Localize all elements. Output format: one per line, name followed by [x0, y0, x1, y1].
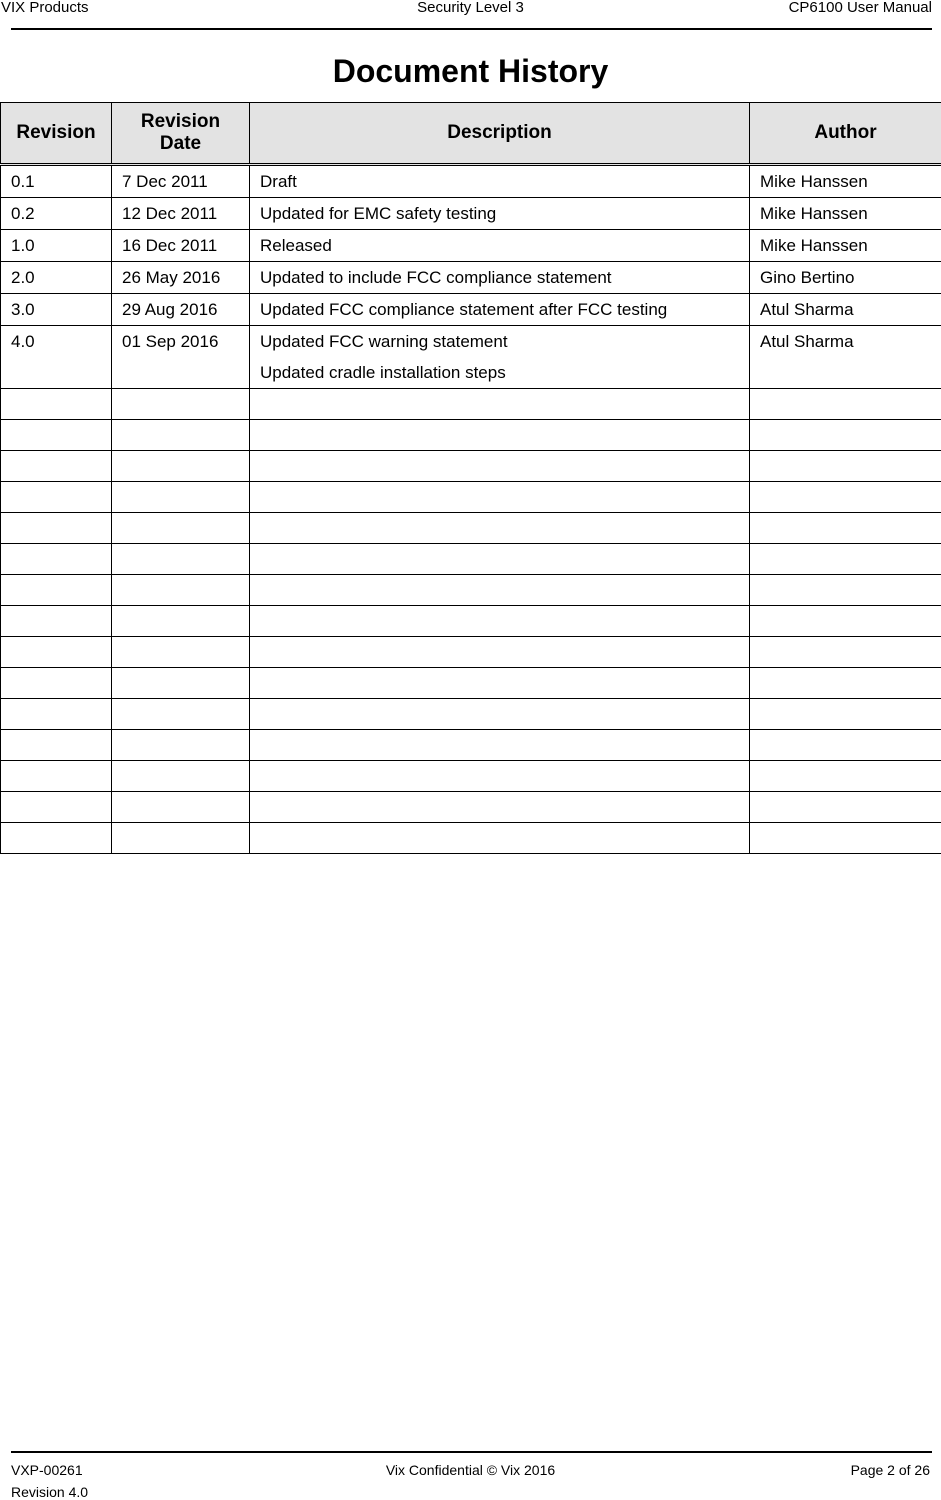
revision-cell: 0.2 — [1, 198, 112, 230]
empty-cell — [1, 420, 112, 451]
page-title: Document History — [0, 52, 941, 90]
empty-cell — [250, 699, 750, 730]
revision-cell: 3.0 — [1, 294, 112, 326]
header-right: CP6100 User Manual — [789, 0, 932, 16]
empty-table-row — [1, 668, 941, 699]
empty-cell — [750, 575, 941, 606]
table-header-row — [1, 103, 941, 165]
empty-cell — [112, 389, 250, 420]
empty-cell — [250, 513, 750, 544]
column-header-author: Author — [750, 103, 941, 165]
empty-cell — [112, 761, 250, 792]
empty-table-row — [1, 699, 941, 730]
empty-cell — [1, 792, 112, 823]
header-left: VIX Products — [1, 0, 89, 16]
description-cell — [250, 262, 750, 294]
empty-table-row — [1, 513, 941, 544]
description-cell — [250, 326, 750, 389]
empty-cell — [750, 513, 941, 544]
table-row — [1, 294, 941, 326]
empty-cell — [250, 544, 750, 575]
empty-cell — [1, 389, 112, 420]
empty-cell — [250, 668, 750, 699]
revision-cell: 1.0 — [1, 230, 112, 262]
column-header-revision-date-label: Revision Date — [141, 111, 220, 154]
empty-cell — [1, 699, 112, 730]
empty-cell — [1, 575, 112, 606]
empty-table-row — [1, 606, 941, 637]
empty-cell — [112, 606, 250, 637]
footer-divider — [11, 1451, 932, 1453]
header-center: Security Level 3 — [0, 0, 941, 16]
empty-cell — [250, 730, 750, 761]
revision-date-cell: 12 Dec 2011 — [112, 198, 250, 230]
empty-cell — [750, 606, 941, 637]
empty-cell — [1, 761, 112, 792]
author-cell: Mike Hanssen — [750, 230, 941, 262]
empty-cell — [112, 730, 250, 761]
empty-cell — [112, 451, 250, 482]
empty-cell — [112, 575, 250, 606]
empty-cell — [250, 420, 750, 451]
empty-cell — [750, 389, 941, 420]
empty-cell — [250, 761, 750, 792]
revision-date-cell: 7 Dec 2011 — [112, 165, 250, 198]
empty-cell — [112, 513, 250, 544]
revision-date-cell: 26 May 2016 — [112, 262, 250, 294]
description-line: Updated FCC warning statement — [260, 326, 749, 357]
empty-table-row — [1, 730, 941, 761]
empty-cell — [750, 761, 941, 792]
description-line: Updated cradle installation steps — [260, 357, 749, 388]
description-cell — [250, 294, 750, 326]
empty-cell — [250, 606, 750, 637]
footer-page-number: Page 2 of 26 — [851, 1462, 930, 1478]
empty-cell — [1, 482, 112, 513]
empty-cell — [112, 637, 250, 668]
table-row — [1, 230, 941, 262]
revision-cell: 2.0 — [1, 262, 112, 294]
column-header-revision: Revision — [1, 103, 112, 165]
author-cell: Gino Bertino — [750, 262, 941, 294]
revision-date-cell: 29 Aug 2016 — [112, 294, 250, 326]
empty-cell — [250, 637, 750, 668]
empty-table-row — [1, 637, 941, 668]
empty-cell — [250, 823, 750, 854]
empty-cell — [112, 699, 250, 730]
empty-cell — [750, 451, 941, 482]
header-divider — [11, 28, 932, 30]
empty-table-row — [1, 792, 941, 823]
empty-cell — [1, 606, 112, 637]
empty-cell — [1, 668, 112, 699]
empty-cell — [250, 482, 750, 513]
empty-table-row — [1, 761, 941, 792]
empty-cell — [750, 730, 941, 761]
empty-cell — [1, 451, 112, 482]
revision-date-cell: 16 Dec 2011 — [112, 230, 250, 262]
empty-table-row — [1, 451, 941, 482]
revision-cell: 4.0 — [1, 326, 112, 389]
empty-cell — [750, 544, 941, 575]
column-header-description: Description — [250, 103, 750, 165]
revision-date-cell: 01 Sep 2016 — [112, 326, 250, 389]
empty-cell — [750, 792, 941, 823]
empty-cell — [1, 513, 112, 544]
description-line: Updated for EMC safety testing — [260, 198, 749, 229]
revision-cell: 0.1 — [1, 165, 112, 198]
author-cell: Mike Hanssen — [750, 198, 941, 230]
empty-table-row — [1, 575, 941, 606]
empty-cell — [750, 482, 941, 513]
empty-cell — [112, 482, 250, 513]
empty-cell — [750, 420, 941, 451]
empty-cell — [1, 544, 112, 575]
empty-table-row — [1, 544, 941, 575]
author-cell: Atul Sharma — [750, 294, 941, 326]
empty-cell — [250, 792, 750, 823]
empty-cell — [112, 792, 250, 823]
empty-cell — [750, 823, 941, 854]
empty-cell — [112, 668, 250, 699]
empty-cell — [1, 823, 112, 854]
footer-confidential: Vix Confidential © Vix 2016 — [0, 1462, 941, 1478]
table-body — [1, 165, 941, 854]
description-cell — [250, 230, 750, 262]
description-line: Updated FCC compliance statement after FCC testing — [260, 294, 749, 325]
empty-cell — [750, 637, 941, 668]
description-line: Draft — [260, 166, 749, 197]
empty-table-row — [1, 420, 941, 451]
empty-cell — [112, 544, 250, 575]
description-cell — [250, 165, 750, 198]
empty-table-row — [1, 389, 941, 420]
page-header — [0, 0, 941, 18]
description-cell — [250, 198, 750, 230]
empty-cell — [112, 420, 250, 451]
empty-cell — [1, 730, 112, 761]
empty-cell — [250, 575, 750, 606]
footer-revision: Revision 4.0 — [11, 1484, 88, 1500]
author-cell: Atul Sharma — [750, 326, 941, 389]
empty-cell — [750, 699, 941, 730]
author-cell: Mike Hanssen — [750, 165, 941, 198]
column-header-revision-date — [112, 103, 250, 165]
empty-cell — [250, 389, 750, 420]
document-history-table — [0, 102, 941, 854]
empty-cell — [112, 823, 250, 854]
description-line: Released — [260, 230, 749, 261]
table-row — [1, 326, 941, 389]
footer-doc-number: VXP-00261 — [11, 1462, 83, 1478]
empty-table-row — [1, 823, 941, 854]
empty-cell — [750, 668, 941, 699]
table-row — [1, 198, 941, 230]
table-row — [1, 262, 941, 294]
empty-cell — [250, 451, 750, 482]
empty-table-row — [1, 482, 941, 513]
empty-cell — [1, 637, 112, 668]
table-row — [1, 165, 941, 198]
description-line: Updated to include FCC compliance statement — [260, 262, 749, 293]
